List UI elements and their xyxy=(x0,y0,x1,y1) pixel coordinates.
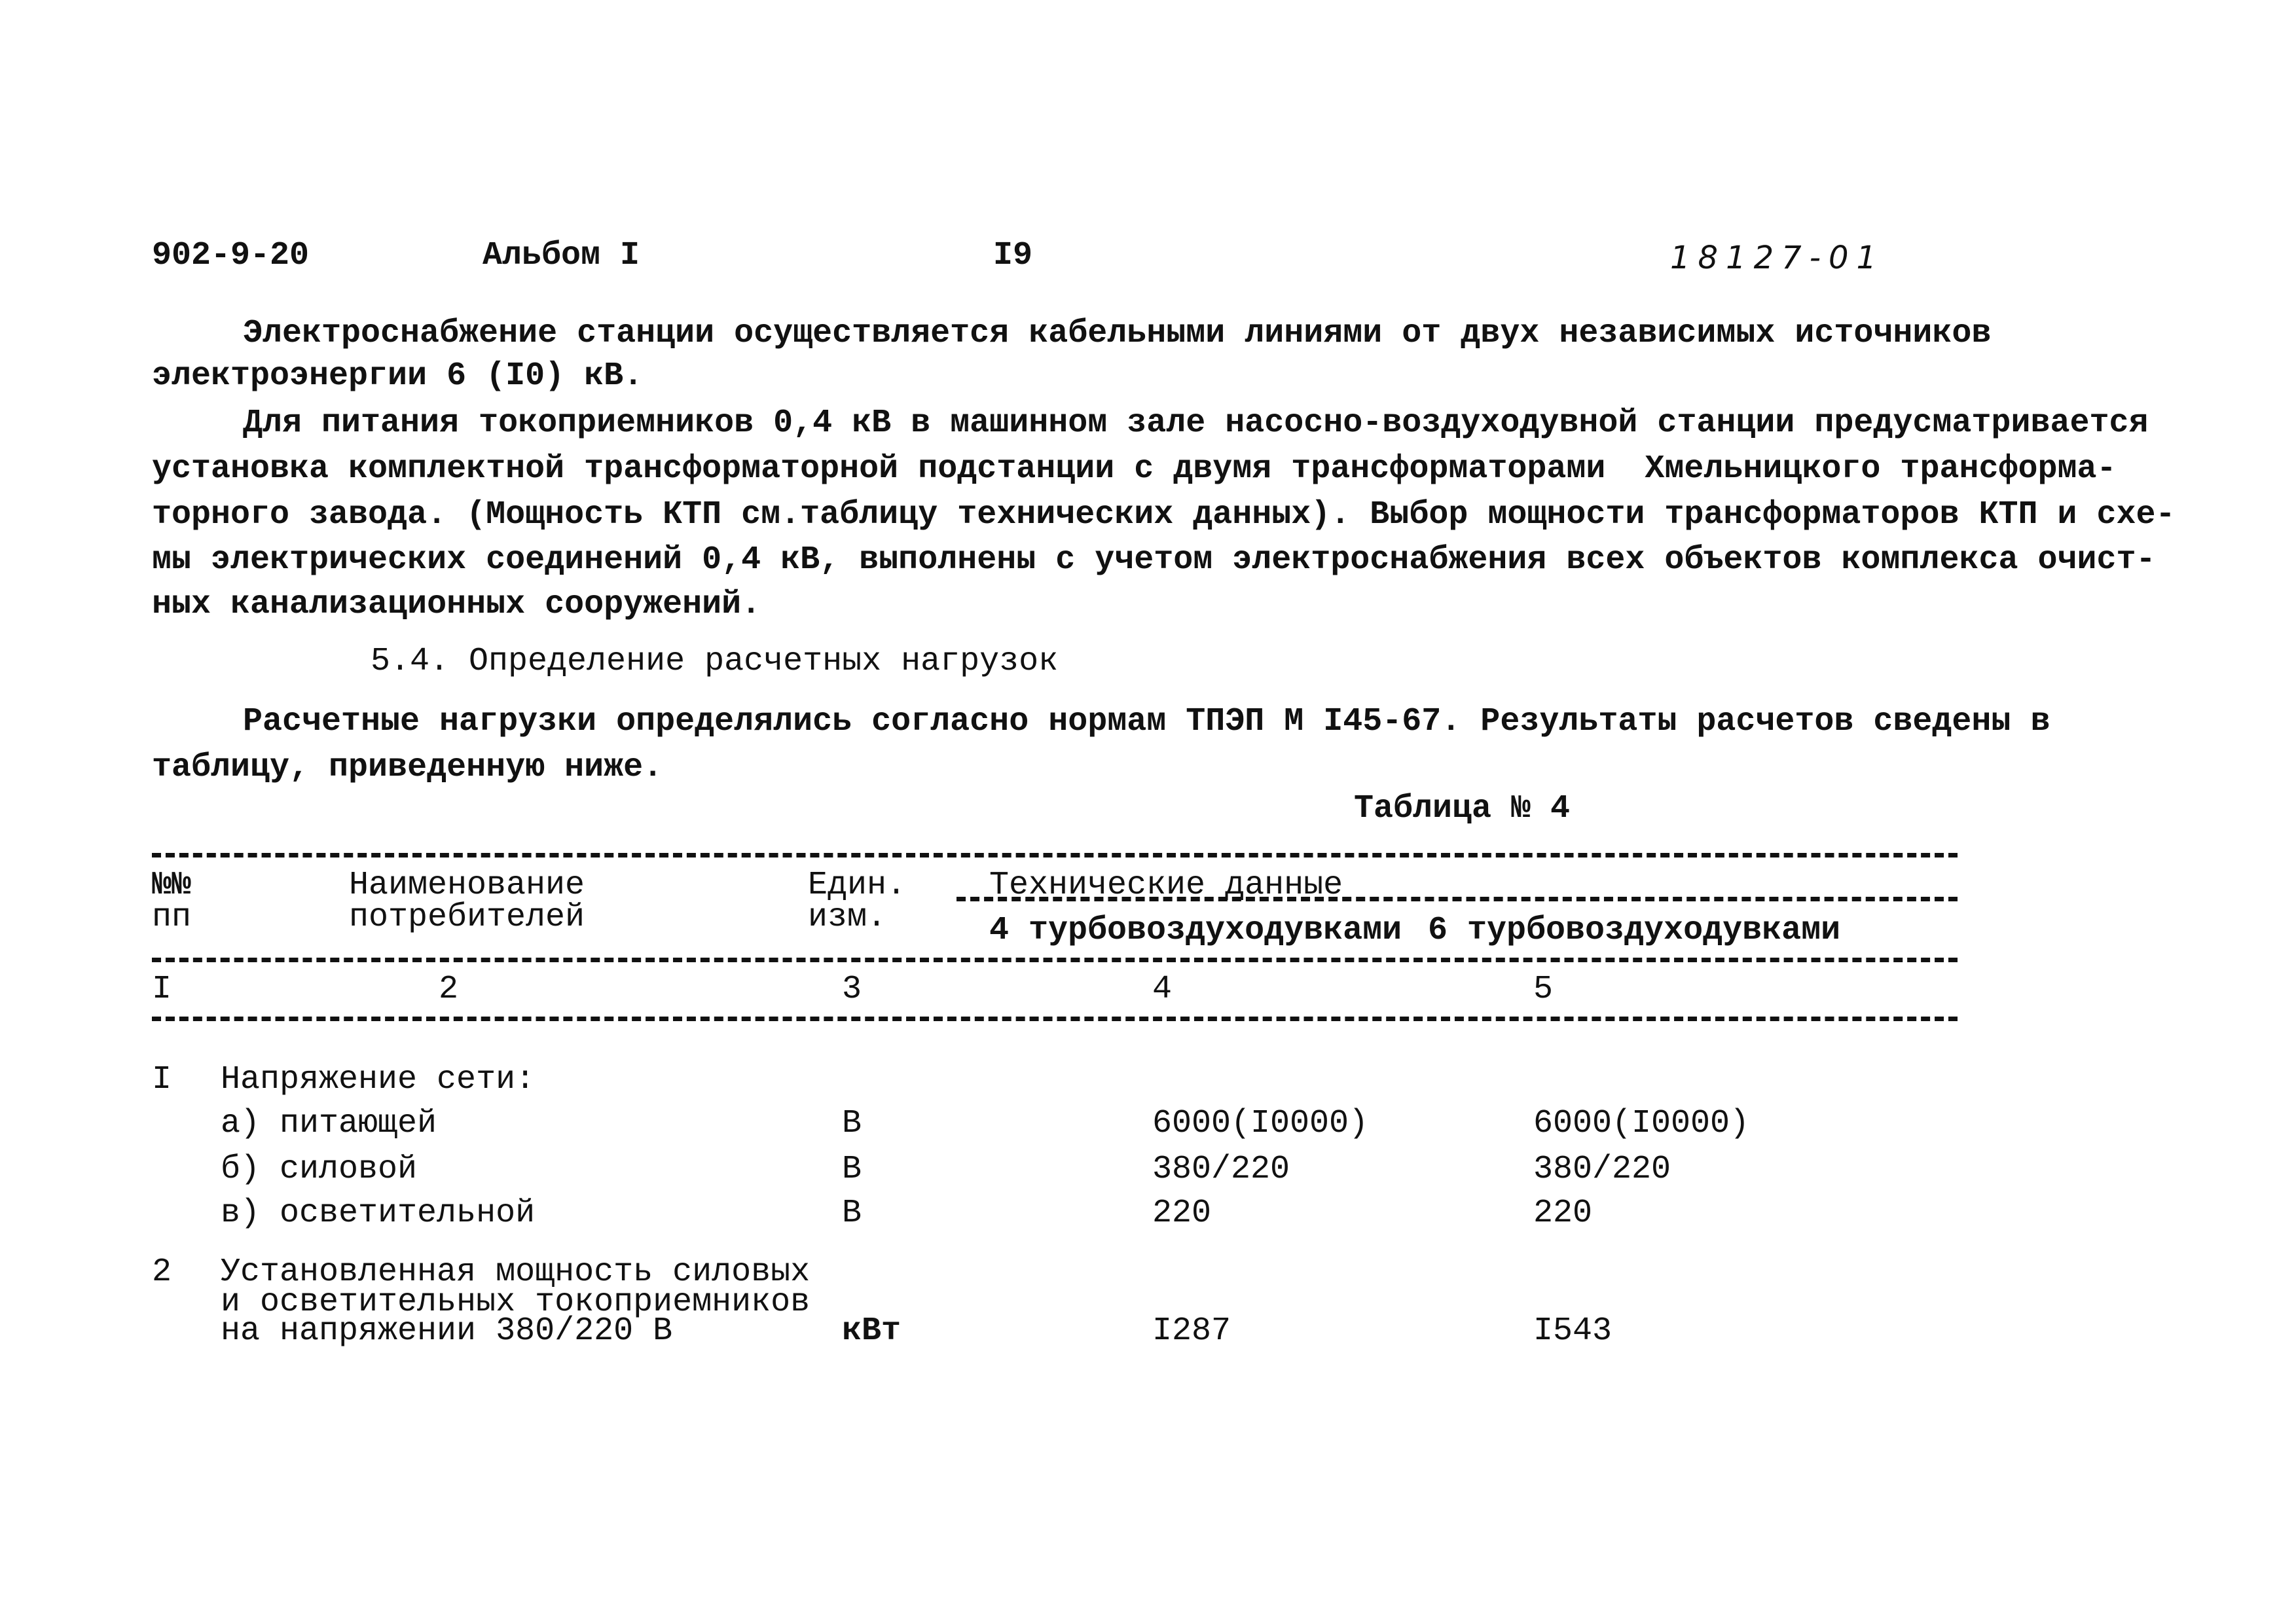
row-name: Установленная мощность силовых xyxy=(221,1254,811,1291)
row-unit: В xyxy=(842,1105,862,1142)
page-number: I9 xyxy=(993,237,1033,274)
row-num: I xyxy=(152,1061,172,1098)
row-name: в) осветительной xyxy=(221,1195,536,1232)
row-name: и осветительных токоприемников xyxy=(221,1284,811,1321)
paragraph-line: мы электрических соединений 0,4 кВ, выполнены с учетом электроснабжения всех объектов комплекса очист- xyxy=(152,541,2156,579)
row-value-4: 380/220 xyxy=(1152,1151,1290,1188)
col-number: 5 xyxy=(1533,971,1554,1008)
paragraph-line: Расчетные нагрузки определялись согласно нормам ТПЭП М I45-67. Результаты расчетов сведены в xyxy=(243,703,2050,740)
col-number: 3 xyxy=(842,971,862,1008)
paragraph-line: Для питания токоприемников 0,4 кВ в машинном зале насосно-воздуходувной станции предусматривается xyxy=(243,405,2149,442)
col-number: 4 xyxy=(1152,971,1173,1008)
paragraph-line: электроэнергии 6 (I0) кВ. xyxy=(152,357,644,395)
row-value-5: 380/220 xyxy=(1533,1151,1671,1188)
header-name: потребителей xyxy=(349,899,585,936)
header-col5: 6 турбовоздуходувками xyxy=(1428,912,1841,949)
row-name: Напряжение сети: xyxy=(221,1061,536,1098)
paragraph-line: ных канализационных сооружений. xyxy=(152,586,761,623)
header-num: №№ xyxy=(152,867,192,904)
row-name: а) питающей xyxy=(221,1105,437,1142)
row-unit: В xyxy=(842,1151,862,1188)
row-value-5: I543 xyxy=(1533,1312,1613,1350)
header-num: пп xyxy=(152,899,192,936)
col-number: 2 xyxy=(439,971,459,1008)
row-value-5: 220 xyxy=(1533,1195,1593,1232)
doc-code: 902-9-20 xyxy=(152,237,310,274)
paragraph-line: установка комплектной трансформаторной подстанции с двумя трансформаторами Хмельницкого трансформа- xyxy=(152,450,2117,488)
col-number: I xyxy=(152,971,172,1008)
row-value-5: 6000(I0000) xyxy=(1533,1105,1750,1142)
paragraph-line: таблицу, приведенную ниже. xyxy=(152,749,663,786)
row-unit: В xyxy=(842,1195,862,1232)
row-unit: кВт xyxy=(842,1312,902,1350)
header-unit: Един. xyxy=(808,867,907,904)
row-num: 2 xyxy=(152,1254,172,1291)
row-name: на напряжении 380/220 В xyxy=(221,1312,673,1350)
row-name: б) силовой xyxy=(221,1151,418,1188)
paragraph-line: Электроснабжение станции осуществляется кабельными линиями от двух независимых источников xyxy=(243,315,1992,352)
row-value-4: I287 xyxy=(1152,1312,1231,1350)
paragraph-line: торного завода. (Мощность КТП см.таблицу технических данных). Выбор мощности трансформаторов КТП и схе- xyxy=(152,496,2176,533)
table-rule xyxy=(152,958,1958,962)
header-unit: изм. xyxy=(808,899,887,936)
handwritten-number: 18127-01 xyxy=(1670,240,1885,276)
header-tech: Технические данные xyxy=(989,867,1343,904)
table-rule xyxy=(152,1017,1958,1021)
table-rule xyxy=(152,853,1958,857)
row-value-4: 6000(I0000) xyxy=(1152,1105,1369,1142)
table-caption: Таблица № 4 xyxy=(1354,790,1571,827)
section-heading: 5.4. Определение расчетных нагрузок xyxy=(371,643,1059,680)
table-rule xyxy=(957,897,1958,901)
header-name: Наименование xyxy=(349,867,585,904)
album-label: Альбом I xyxy=(483,237,640,274)
header-col4: 4 турбовоздуходувками xyxy=(989,912,1402,949)
row-value-4: 220 xyxy=(1152,1195,1212,1232)
